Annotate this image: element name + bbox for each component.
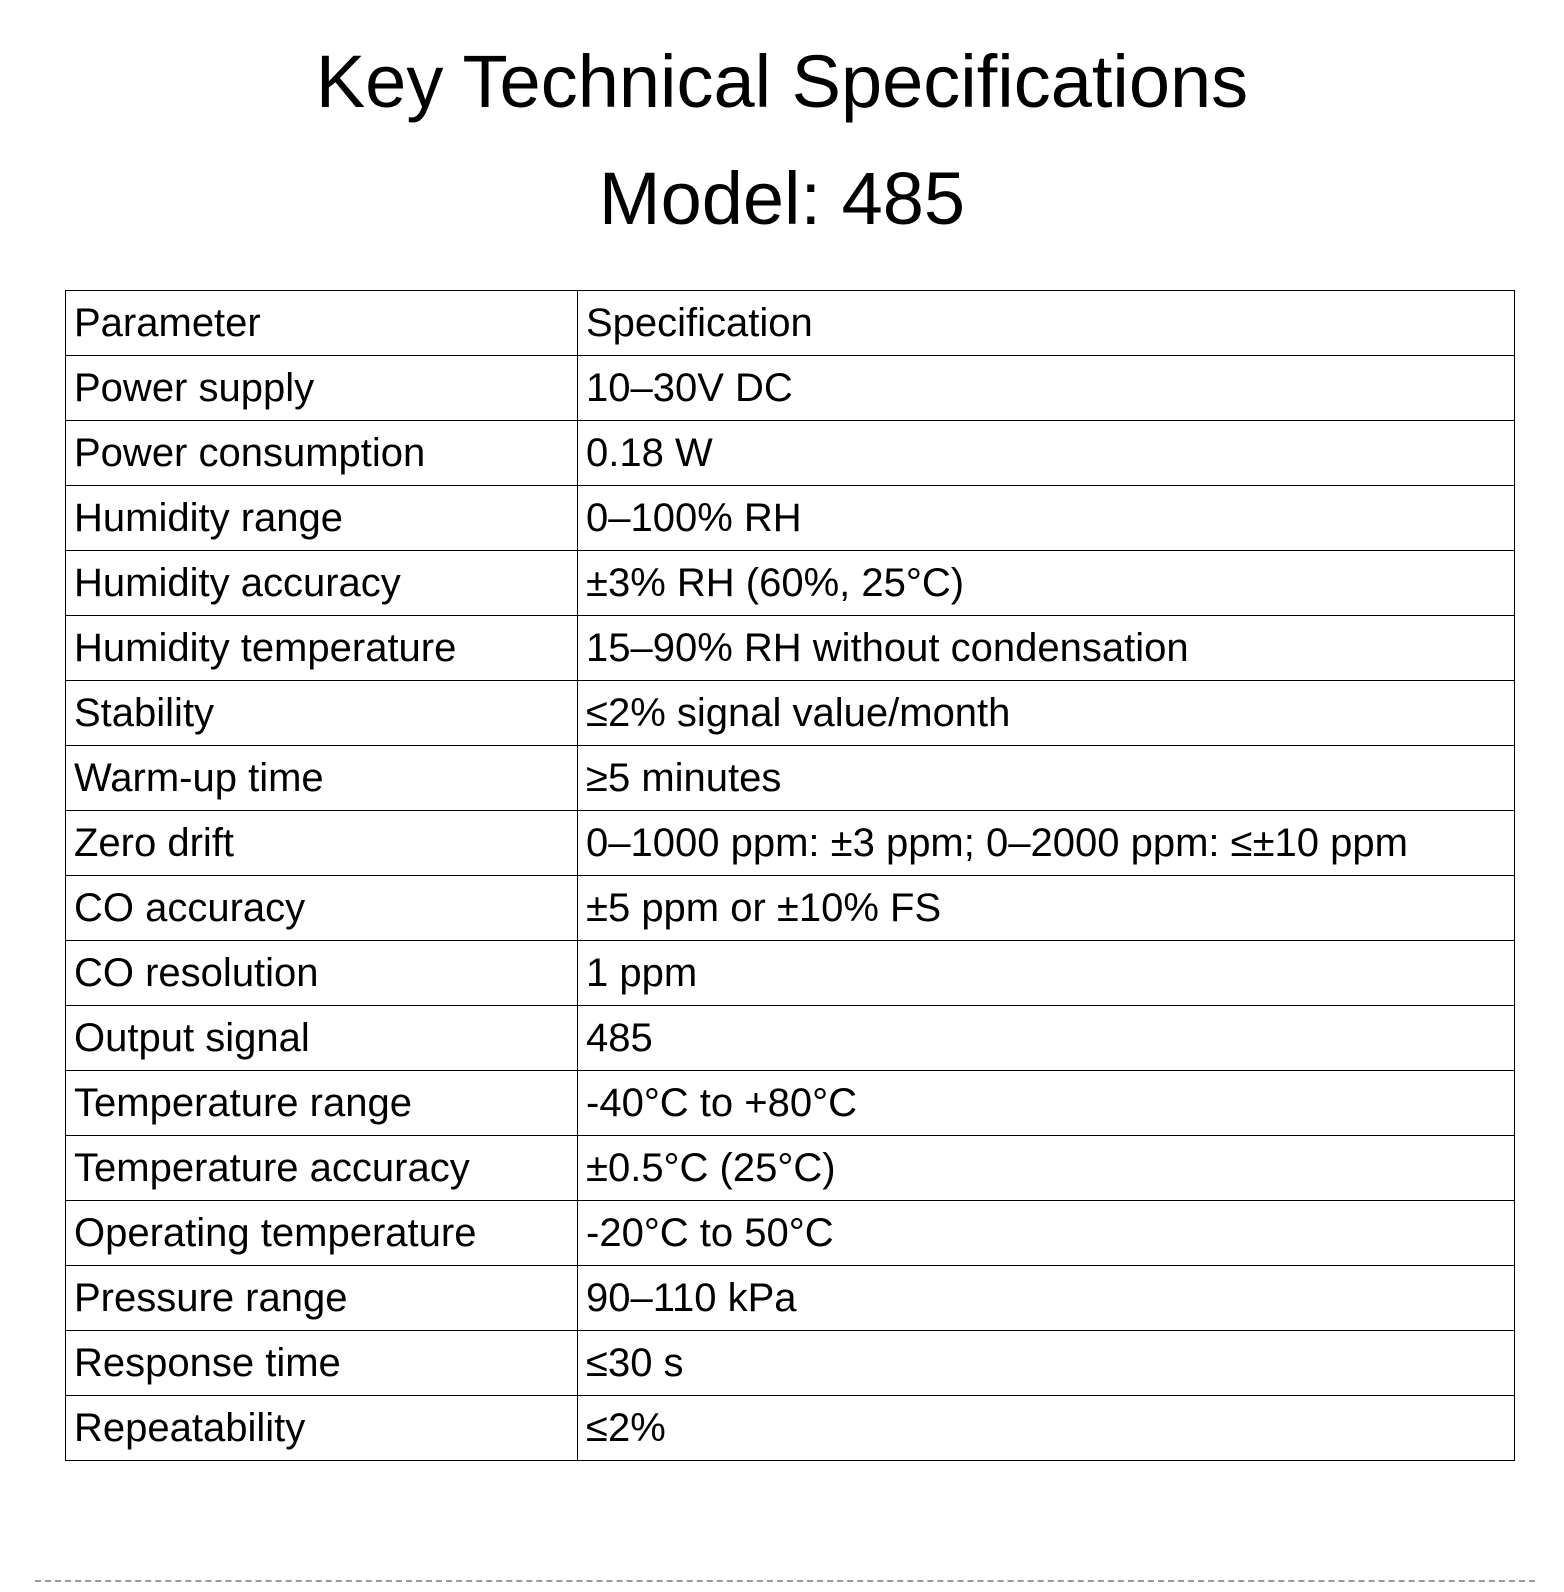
table-row (66, 681, 1515, 746)
specification-cell: 10–30V DC (578, 356, 1515, 421)
specification-cell: 0–1000 ppm: ±3 ppm; 0–2000 ppm: ≤±10 ppm (578, 811, 1515, 876)
specification-cell: 0.18 W (578, 421, 1515, 486)
specification-cell: 15–90% RH without condensation (578, 616, 1515, 681)
parameter-cell: Power supply (66, 356, 578, 421)
parameter-cell: Stability (66, 681, 578, 746)
specification-cell: ≤2% signal value/month (578, 681, 1515, 746)
specification-cell: ±0.5°C (25°C) (578, 1136, 1515, 1201)
specification-cell: -20°C to 50°C (578, 1201, 1515, 1266)
table-row (66, 1396, 1515, 1461)
model-subtitle: Model: 485 (598, 157, 966, 240)
parameter-cell: Humidity range (66, 486, 578, 551)
page-title: Key Technical Specifications (315, 40, 1249, 123)
table-row (66, 811, 1515, 876)
table-row (66, 1331, 1515, 1396)
parameter-cell: Response time (66, 1331, 578, 1396)
spec-table (65, 290, 1515, 1461)
header-specification: Specification (578, 291, 1515, 356)
parameter-cell: CO resolution (66, 941, 578, 1006)
table-row (66, 1266, 1515, 1331)
specification-cell: 1 ppm (578, 941, 1515, 1006)
table-row (66, 551, 1515, 616)
parameter-cell: CO accuracy (66, 876, 578, 941)
table-row (66, 1071, 1515, 1136)
table-row (66, 486, 1515, 551)
table-row (66, 746, 1515, 811)
specification-cell: ≤30 s (578, 1331, 1515, 1396)
table-row (66, 616, 1515, 681)
parameter-cell: Temperature accuracy (66, 1136, 578, 1201)
header-parameter: Parameter (66, 291, 578, 356)
parameter-cell: Pressure range (66, 1266, 578, 1331)
parameter-cell: Temperature range (66, 1071, 578, 1136)
parameter-cell: Output signal (66, 1006, 578, 1071)
parameter-cell: Humidity accuracy (66, 551, 578, 616)
parameter-cell: Repeatability (66, 1396, 578, 1461)
specification-cell: -40°C to +80°C (578, 1071, 1515, 1136)
table-row (66, 356, 1515, 421)
parameter-cell: Power consumption (66, 421, 578, 486)
table-row (66, 1006, 1515, 1071)
parameter-cell: Warm-up time (66, 746, 578, 811)
specification-cell: ≤2% (578, 1396, 1515, 1461)
table-row (66, 421, 1515, 486)
table-row (66, 876, 1515, 941)
specification-cell: 0–100% RH (578, 486, 1515, 551)
parameter-cell: Zero drift (66, 811, 578, 876)
table-row (66, 1201, 1515, 1266)
parameter-cell: Humidity temperature (66, 616, 578, 681)
specification-cell: ≥5 minutes (578, 746, 1515, 811)
specification-cell: ±5 ppm or ±10% FS (578, 876, 1515, 941)
table-row (66, 941, 1515, 1006)
specification-cell: ±3% RH (60%, 25°C) (578, 551, 1515, 616)
page-cut-divider (35, 1580, 1535, 1582)
table-header-row (66, 291, 1515, 356)
parameter-cell: Operating temperature (66, 1201, 578, 1266)
specification-cell: 485 (578, 1006, 1515, 1071)
table-row (66, 1136, 1515, 1201)
specification-cell: 90–110 kPa (578, 1266, 1515, 1331)
